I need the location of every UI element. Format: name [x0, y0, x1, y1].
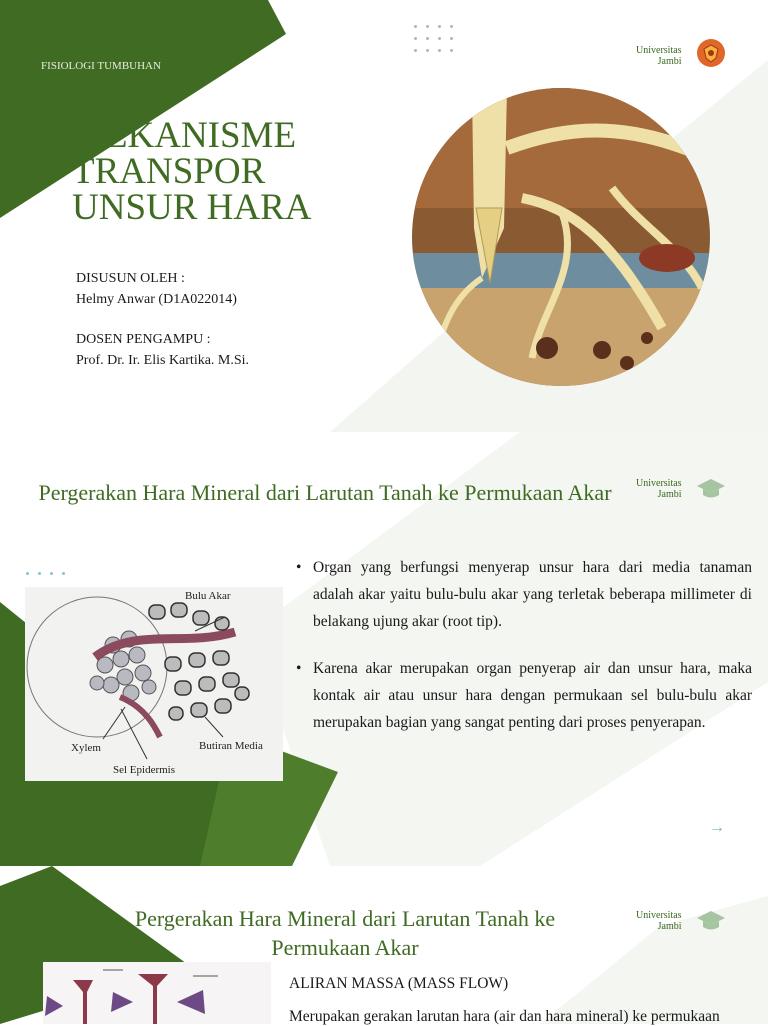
graduation-cap-icon [696, 910, 726, 932]
dot-grid-decoration [414, 25, 453, 52]
label-epidermis: Sel Epidermis [113, 764, 176, 776]
label-root-hair: Bulu Akar [185, 590, 231, 602]
slide2-title: Pergerakan Hara Mineral dari Larutan Tanah ke Permukaan Akar [38, 480, 612, 505]
list-item: • Karena akar merupakan organ penyerap air dan unsur hara, maka kontak air atau unsur hara dengan permukaan sel bulu-bulu akar merupakan bagian yang sangat penting dari proses penyerapan. [296, 660, 752, 731]
mass-flow-heading: ALIRAN MASSA (MASS FLOW) [289, 975, 509, 992]
course-pill: FISIOLOGI TUMBUHAN [30, 50, 172, 82]
list-item: • Organ yang berfungsi menyerap unsur hara dari media tanaman adalah akar yaitu bulu-bulu akar yang terletak beberapa millimeter di belakang ujung akar (root tip). [296, 559, 752, 630]
university-name-slide3: Universitas Jambi [636, 910, 682, 932]
cover-title: MEKANISME TRANSPOR UNSUR HARA [72, 115, 312, 228]
root-hair-diagram [25, 587, 283, 781]
slide-cover [0, 0, 768, 432]
label-media: Butiran Media [199, 740, 263, 752]
arrow-right-icon: → [709, 819, 725, 836]
university-logo-icon [696, 38, 726, 68]
university-name: Universitas Jambi [636, 45, 682, 67]
university-name-slide2: Universitas Jambi [636, 478, 682, 500]
mass-flow-diagram [43, 962, 271, 1024]
slide2-bullet-list [296, 554, 752, 756]
graduation-cap-icon [696, 478, 726, 500]
dot-row-decoration [26, 572, 65, 575]
prepared-by-block: DISUSUN OLEH : Helmy Anwar (D1A022014) [76, 271, 237, 307]
label-xylem: Xylem [71, 742, 101, 754]
root-illustration-photo [412, 88, 710, 386]
mass-flow-text: Merupakan gerakan larutan hara (air dan hara mineral) ke permukaan [289, 1008, 720, 1025]
slide3-title: Pergerakan Hara Mineral dari Larutan Tanah ke Permukaan Akar [134, 906, 556, 960]
lecturer-block: DOSEN PENGAMPU : Prof. Dr. Ir. Elis Kartika. M.Si. [76, 332, 250, 368]
